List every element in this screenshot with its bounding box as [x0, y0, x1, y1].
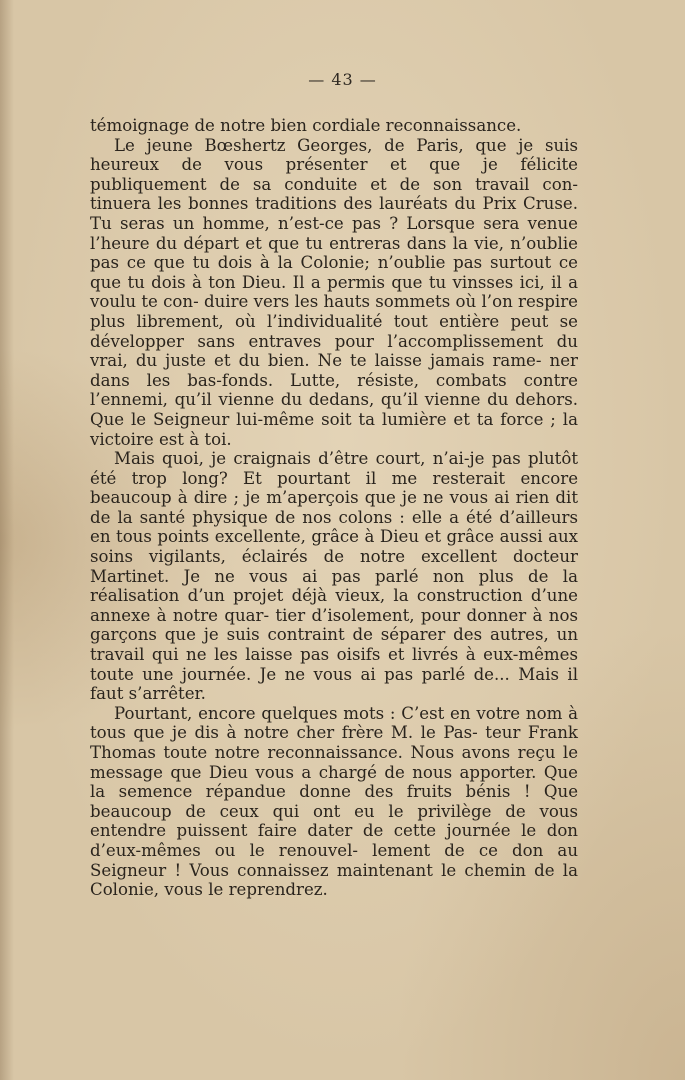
line: cette journée le don d’eux-mêmes ou le renouvel- — [90, 821, 578, 860]
line: des fruits bénis ! Que beaucoup de ceux qui ont eu — [90, 782, 579, 821]
line: lement de ce don au Seigneur ! Vous connaissez — [90, 840, 579, 880]
line: Dieu. Il a permis que tu vinsses ici, il a voulu te con- — [90, 272, 579, 312]
line: le privilège de vous entendre puissent faire dater de — [90, 801, 579, 841]
line: vous ai rien dit de la santé physique de nos colons : — [90, 488, 579, 527]
line: Le jeune Bœshertz Georges, de Paris, que je — [114, 135, 534, 155]
line: elle a été d’ailleurs en tous points excellente, grâce — [90, 507, 578, 547]
line: sera venue l’heure du départ et que tu entreras — [90, 213, 578, 253]
line: Nous avons reçu le message que Dieu vous a chargé — [90, 743, 579, 782]
line: reprendrez. — [228, 880, 328, 900]
paragraph-3 — [90, 449, 578, 704]
line: librement, où l’individualité tout entière peut se — [136, 311, 578, 331]
line: dans la vie, n’oublie pas ce que tu dois à la — [90, 233, 578, 273]
line: de notre excellent docteur Martinet. Je ne vous ai — [90, 547, 578, 586]
line: ne les laisse pas oisifs et livrés à eux-mêmes toute — [90, 645, 578, 684]
paragraph-2 — [90, 136, 578, 450]
line: contre l’ennemi, qu’il vienne du dedans, qu’il vienne — [90, 370, 578, 410]
line: suis contraint de séparer des autres, un travail qui — [90, 625, 579, 665]
line: développer sans entraves pour l’accomplissement du — [90, 331, 578, 351]
line: duire vers les hauts sommets où l’on respire plus — [90, 292, 578, 331]
line: témoignage de notre bien cordiale reconnaissance. — [90, 116, 522, 135]
line: pas parlé non plus de la réalisation d’un projet déjà — [90, 566, 578, 606]
line: vieux, la construction d’une annexe à notre quar- — [90, 586, 578, 625]
line: du dehors. Que le Seigneur lui-même soit ta — [90, 390, 578, 429]
paragraph-1 — [90, 116, 578, 136]
paragraph-4 — [90, 704, 578, 900]
line: plutôt été trop long? Et pourtant il me resterait — [90, 449, 578, 488]
line: encore beaucoup à dire ; je m’aperçois que je ne — [90, 468, 579, 508]
line: à Dieu et grâce aussi aux soins vigilants, éclairés — [90, 527, 579, 567]
line: Pourtant, encore quelques mots : C’est en votre — [114, 703, 521, 723]
body-text — [90, 116, 578, 900]
line: teur Frank Thomas toute notre reconnaissance. — [90, 723, 578, 762]
line: lumière et ta force ; la victoire est à toi. — [90, 409, 578, 449]
line: tier d’isolement, pour donner à nos garçons que je — [90, 605, 578, 645]
line: faut s’arrêter. — [90, 684, 206, 704]
page-edge-shadow — [0, 0, 14, 1080]
line: publiquement de sa conduite et de son travail con- — [90, 174, 578, 194]
line: Cruse. Tu seras un homme, n’est-ce pas ? Lorsque — [90, 194, 578, 233]
line: nom à tous que je dis à notre cher frère M. le Pas- — [90, 703, 578, 743]
page-number: — 43 — — [308, 70, 377, 89]
line: une journée. Je ne vous ai pas parlé de... Mais il — [142, 664, 578, 684]
line: suis heureux de vous présenter et que je félicite — [90, 135, 579, 175]
line: tinuera les bonnes traditions des lauréats du Prix — [90, 194, 517, 214]
line: Colonie; n’oublie pas surtout ce que tu dois à ton — [90, 253, 578, 292]
line: Mais quoi, je craignais d’être court, n’ai-je pas — [114, 449, 521, 469]
line: de nous apporter. Que la semence répandue donne — [90, 762, 578, 802]
line: ner dans les bas-fonds. Lutte, résiste, combats — [90, 351, 578, 390]
line: vrai, du juste et du bien. Ne te laisse jamais rame- — [90, 351, 542, 371]
line: maintenant le chemin de la Colonie, vous le — [90, 860, 578, 900]
